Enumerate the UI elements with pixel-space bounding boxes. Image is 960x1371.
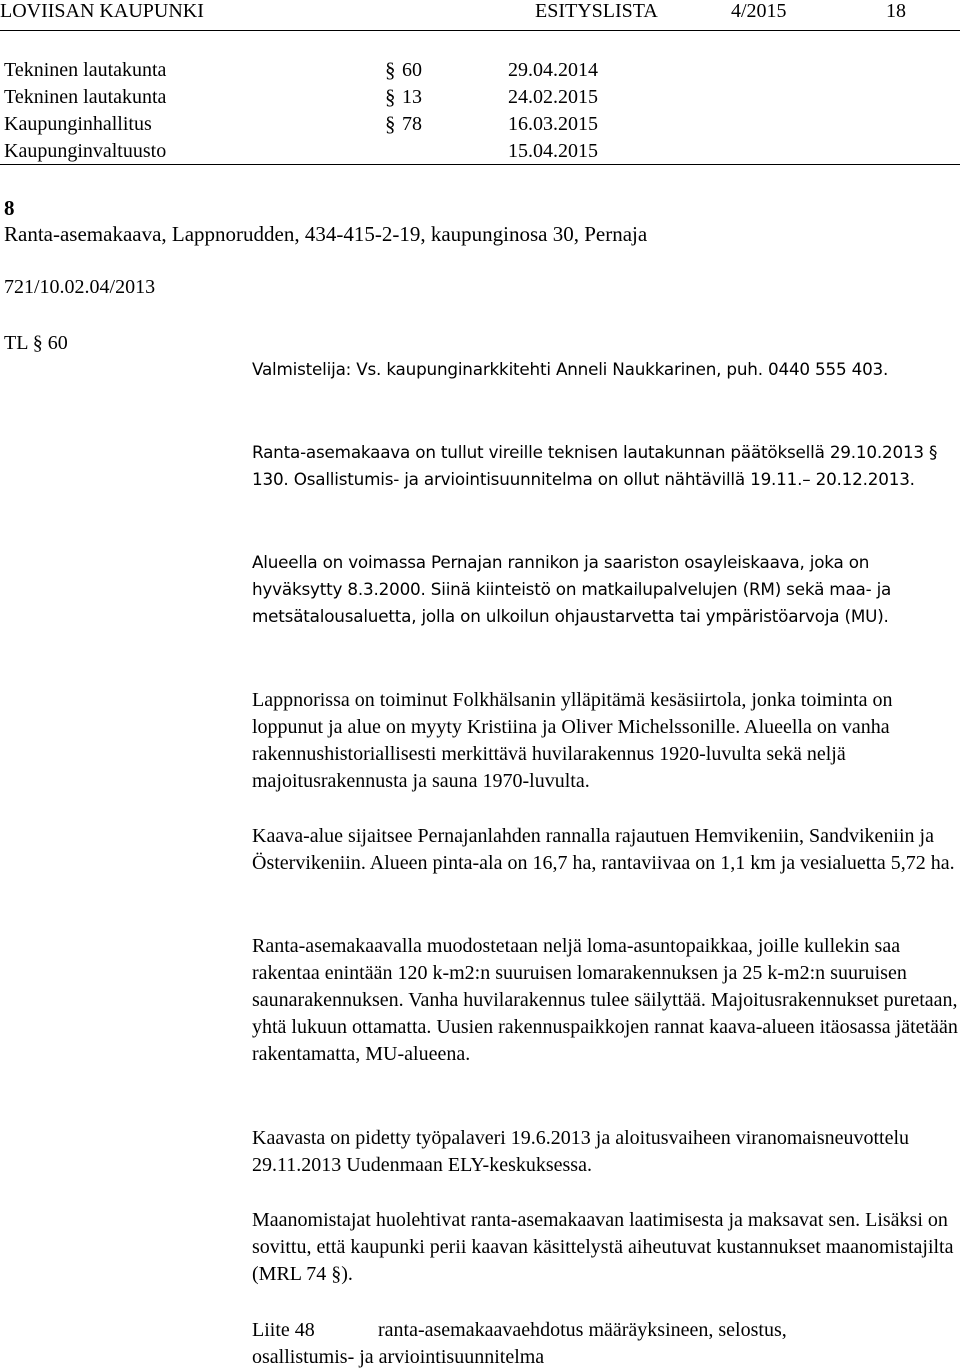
doc-number: 4/2015 bbox=[731, 0, 787, 22]
attachment-description: ranta-asemakaavaehdotus määräyksineen, selostus, bbox=[378, 1319, 787, 1341]
page-header bbox=[0, 0, 960, 22]
meetings-paragraph: Kaavasta on pidetty työpalaveri 19.6.2013 ja aloitusvaiheen viranomaisneuvottelu 29.11.2013 Uudenmaan ELY-keskuksessa. bbox=[252, 1127, 910, 1176]
section-sign: § bbox=[385, 112, 396, 136]
history-divider bbox=[0, 164, 960, 165]
header-divider bbox=[0, 30, 960, 31]
history-body: Kaupunginhallitus bbox=[4, 113, 152, 135]
history-row bbox=[0, 111, 960, 138]
diary-number: 721/10.02.04/2013 bbox=[4, 276, 156, 298]
doc-type: ESITYSLISTA bbox=[535, 0, 658, 22]
history-body: Tekninen lautakunta bbox=[4, 86, 167, 108]
initiation-paragraph: Ranta-asemakaava on tullut vireille teknisen lautakunnan päätöksellä 29.10.2013 § 130. Osallistumis- ja arviointisuunnitelma on ollut nähtävillä 19.11.– 20.12.2013. bbox=[252, 442, 938, 489]
history-body: Tekninen lautakunta bbox=[4, 59, 167, 81]
history-row bbox=[0, 57, 960, 84]
history-number: 60 bbox=[402, 59, 422, 81]
section-sign: § bbox=[385, 58, 396, 82]
section-sign: § bbox=[385, 85, 396, 109]
area-paragraph: Kaava-alue sijaitsee Pernajanlahden rannalla rajautuen Hemvikeniin, Sandvikeniin ja Östervikeniin. Alueen pinta-ala on 16,7 ha, rantaviivaa on 1,1 km ja vesialuetta 5,72 ha. bbox=[252, 825, 955, 874]
history-date: 29.04.2014 bbox=[508, 59, 598, 81]
org-name: LOVIISAN KAUPUNKI bbox=[0, 0, 204, 22]
plan-content-paragraph: Ranta-asemakaavalla muodostetaan neljä loma-asuntopaikkaa, joille kullekin saa rakentaa enintään 120 k-m2:n suuruisen lomarakennuksen ja 25 k-m2:n suuruisen saunarakennuksen. Vanha huvilarakennus tulee säilyttää. Majoitusrakennukset puretaan, yhtä lukuun ottamatta. Uusien rakennuspaikkojen rannat kaava-alueen itäosassa jätetään rakentamatta, MU-alueena. bbox=[252, 935, 958, 1065]
master-plan-paragraph: Alueella on voimassa Pernajan rannikon ja saariston osayleiskaava, joka on hyväksytty 8.3.2000. Siinä kiinteistö on matkailupalvelujen (RM) sekä maa- ja metsätalousaluetta, jolla on ulkoilun ohjaustarvetta tai ympäristöarvoja (MU). bbox=[252, 552, 892, 626]
costs-paragraph: Maanomistajat huolehtivat ranta-asemakaavan laatimisesta ja maksavat sen. Lisäksi on sovittu, että kaupunki perii kaavan käsittelystä aiheutuvat kustannukset maanomistajilta (MRL 74 §). bbox=[252, 1209, 954, 1285]
page-number: 18 bbox=[886, 0, 906, 22]
item-number: 8 bbox=[4, 196, 15, 220]
item-title: Ranta-asemakaava, Lappnorudden, 434-415-2-19, kaupunginosa 30, Pernaja bbox=[4, 222, 648, 246]
history-number: 13 bbox=[402, 86, 422, 108]
history-paragraph: Lappnorissa on toiminut Folkhälsanin ylläpitämä kesäsiirtola, jonka toiminta on loppunut ja alue on myyty Kristiina ja Oliver Michelssonille. Alueella on vanha rakennushistoriallisesti merkittävä huvilarakennus 1920-luvulta sekä neljä majoitusrakennusta ja sauna 1970-luvulta. bbox=[252, 689, 893, 792]
attachment-description-cont: osallistumis- ja arviointisuunnitelma bbox=[252, 1346, 545, 1368]
history-date: 24.02.2015 bbox=[508, 86, 598, 108]
history-body: Kaupunginvaltuusto bbox=[4, 140, 167, 162]
history-date: 16.03.2015 bbox=[508, 113, 598, 135]
preparer-paragraph: Valmistelija: Vs. kaupunginarkkitehti Anneli Naukkarinen, puh. 0440 555 403. bbox=[252, 359, 889, 379]
attachment-label: Liite 48 bbox=[252, 1319, 315, 1341]
history-date: 15.04.2015 bbox=[508, 140, 598, 162]
decision-reference: TL § 60 bbox=[4, 332, 68, 354]
history-row bbox=[0, 138, 960, 165]
history-row bbox=[0, 84, 960, 111]
history-number: 78 bbox=[402, 113, 422, 135]
